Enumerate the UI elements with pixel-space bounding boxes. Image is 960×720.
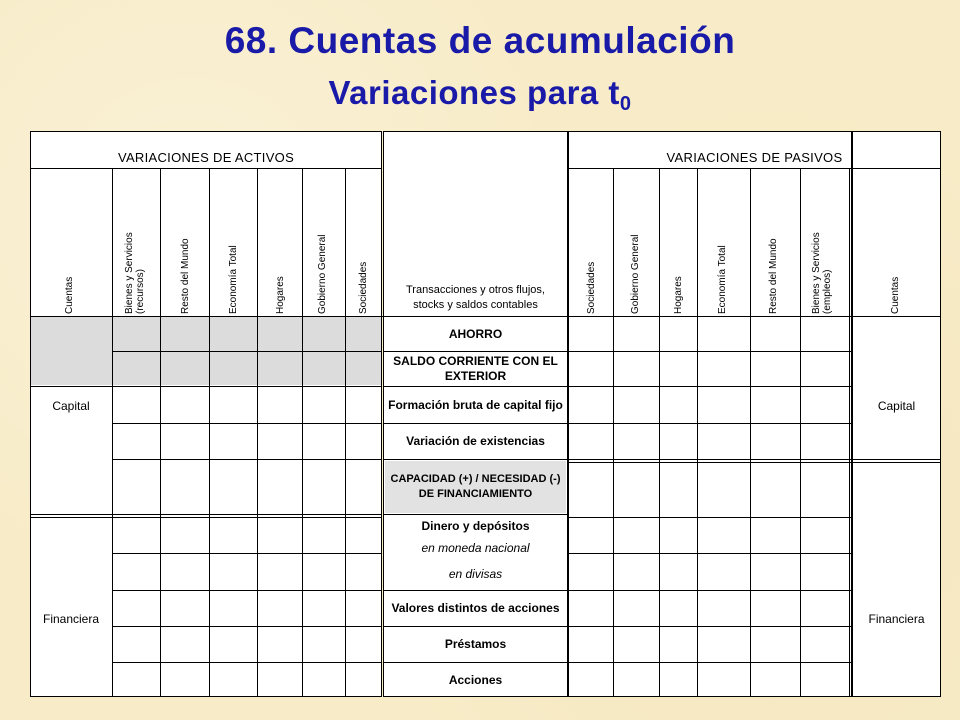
activos-col-bienes-servicios: Bienes y Servicios (recursos) (124, 232, 146, 314)
row-capacidad-necesidad: CAPACIDAD (+) / NECESIDAD (-) DE FINANCIAMIENTO (390, 473, 561, 500)
financiera-label-right: Financiera (868, 612, 925, 626)
pasivos-col-cuentas: Cuentas (890, 276, 901, 314)
activos-col-sociedades: Sociedades (358, 261, 369, 314)
activos-col-resto-mundo: Resto del Mundo (180, 238, 191, 314)
row-prestamos: Préstamos (444, 637, 507, 651)
pasivos-header: VARIACIONES DE PASIVOS (666, 150, 843, 165)
activos-col-hogares: Hogares (275, 276, 286, 314)
row-dinero-depositos: Dinero y depósitos (421, 518, 530, 533)
row-variacion-existencias: Variación de existencias (406, 434, 545, 448)
transactions-header: Transacciones y otros flujos, stocks y saldos contables (406, 284, 545, 311)
row-saldo-corriente: SALDO CORRIENTE CON EL EXTERIOR (393, 354, 558, 383)
subtitle-text: Variaciones para t (328, 74, 620, 111)
subtitle-subscript: 0 (619, 93, 632, 115)
pasivos-col-hogares: Hogares (673, 276, 684, 314)
activos-col-economia-total: Economía Total (228, 245, 239, 314)
row-formacion-bruta: Formación bruta de capital fijo (388, 397, 563, 412)
pasivos-col-bienes-servicios: Bienes y Servicios (empleos) (811, 232, 833, 314)
activos-header: VARIACIONES DE ACTIVOS (117, 150, 295, 165)
pasivos-col-resto-mundo: Resto del Mundo (768, 238, 779, 314)
row-valores: Valores distintos de acciones (391, 601, 560, 615)
activos-col-cuentas: Cuentas (64, 276, 75, 314)
pasivos-col-sociedades: Sociedades (586, 261, 597, 314)
pasivos-panel (568, 131, 852, 697)
row-acciones: Acciones (448, 672, 503, 687)
row-ahorro: AHORRO (448, 326, 503, 341)
pasivos-col-gobierno-general: Gobierno General (630, 234, 641, 314)
row-divisas: en divisas (448, 566, 503, 581)
page-title: 68. Cuentas de acumulación (224, 20, 736, 61)
pasivos-col-economia-total: Economía Total (717, 245, 728, 314)
financiera-label-left: Financiera (42, 612, 100, 626)
capital-label-right: Capital (877, 399, 916, 413)
activos-col-gobierno-general: Gobierno General (317, 234, 328, 314)
row-moneda-nacional: en moneda nacional (421, 540, 530, 555)
capital-label-left: Capital (52, 399, 90, 413)
